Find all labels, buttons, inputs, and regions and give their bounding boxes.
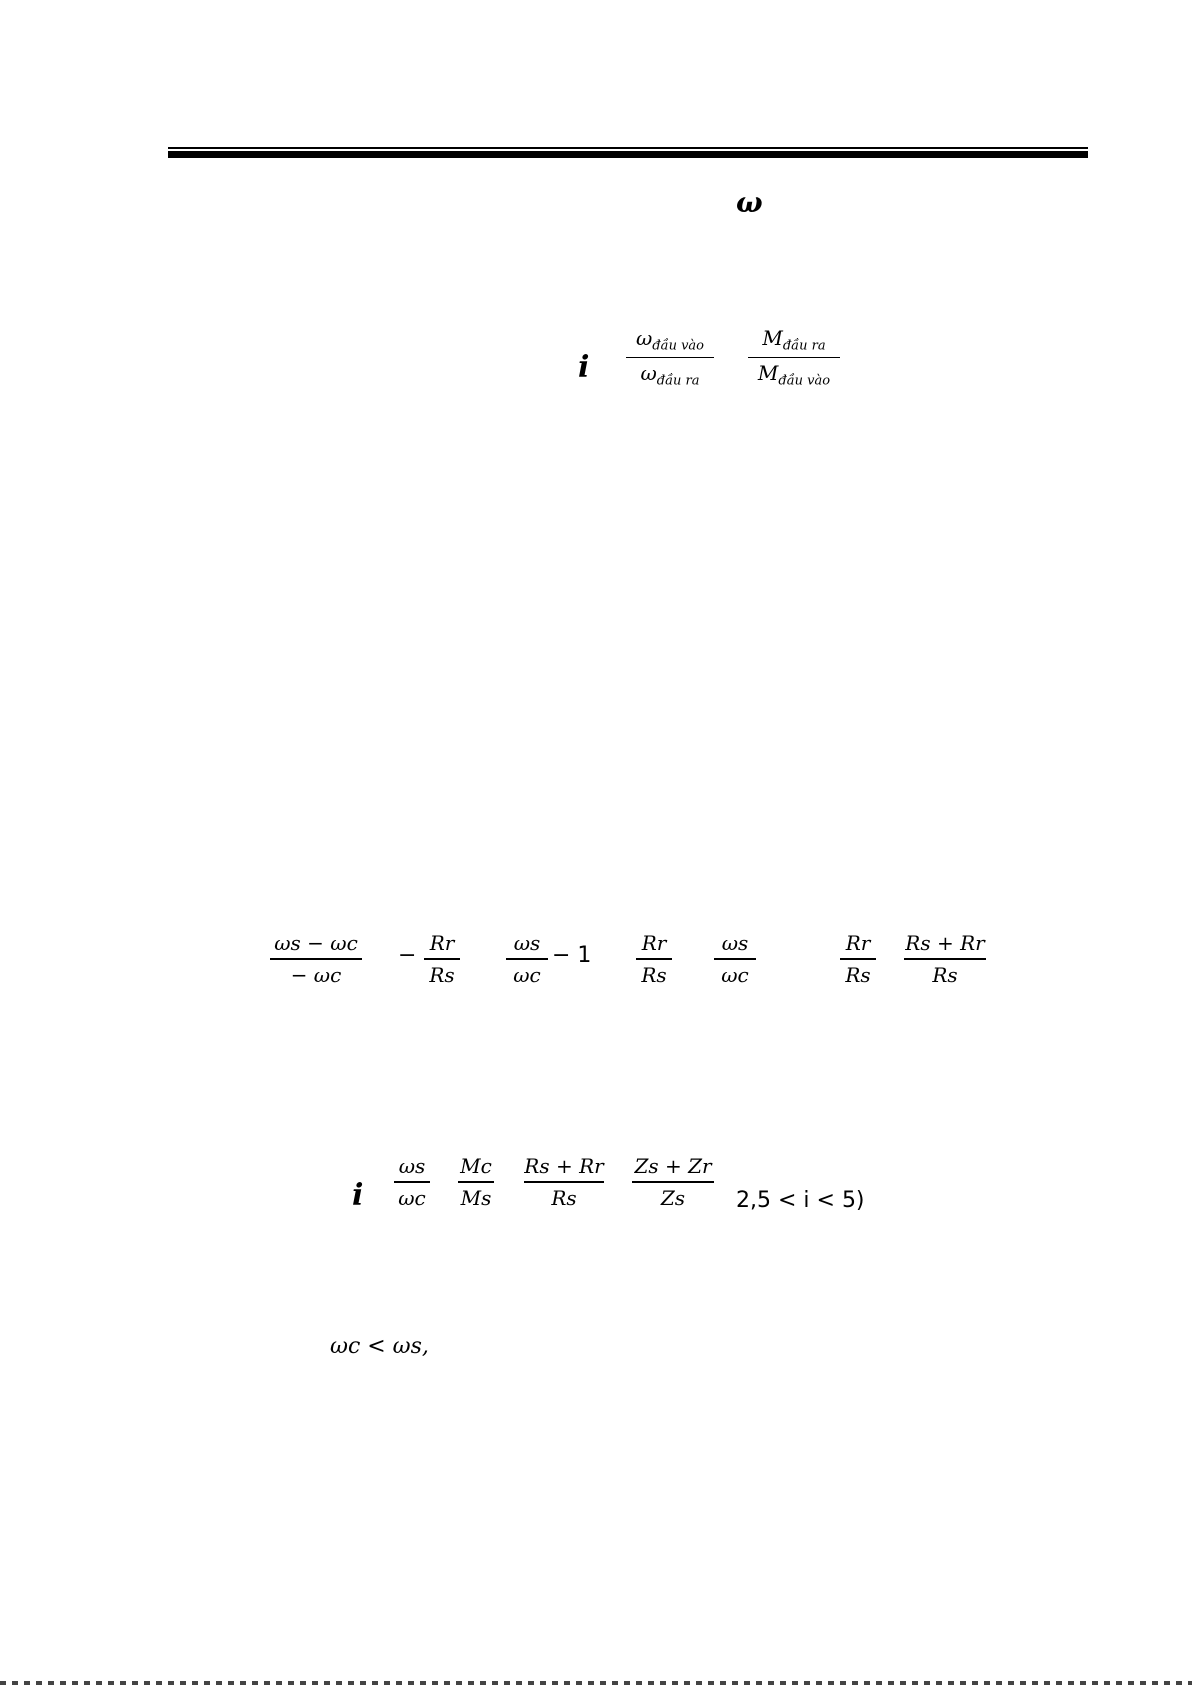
formula1-frac-moment: $M_{đầu ra}$ $M_{đầu vào}$ [748,326,840,389]
formula2-frac6: Rr Rs [840,931,876,987]
formula3-range: 2,5 < i < 5) [736,1188,865,1213]
formula3-i: i [352,1178,364,1213]
formula2-frac7: Rs + Rr Rs [905,931,985,987]
formula2-minus-one: − 1 [552,943,592,968]
header-rule-thin [168,147,1088,149]
formula1-i: i [578,350,590,385]
formula2-frac5: ωs ωc [714,931,756,987]
formula3-frac4: Zs + Zr Zs [632,1154,714,1210]
formula3-frac1: ωs ωc [394,1154,430,1210]
header-rule-thick [168,151,1088,158]
formula3-frac2: Mc Ms [458,1154,494,1210]
formula2-frac4: Rr Rs [636,931,672,987]
formula2-minus: − [398,943,417,968]
formula2-frac1: ωs − ωc − ωc [270,931,362,987]
formula4-inequality: ωc < ωs, [330,1334,429,1359]
formula1-frac-omega: $\omega_{đầu vào}$ $\omega_{đầu ra}$ [626,326,714,389]
formula3-frac3: Rs + Rr Rs [524,1154,604,1210]
formula2-frac2: Rr Rs [424,931,460,987]
page-bottom-border [0,1681,1192,1685]
omega-symbol: ω [736,186,763,219]
formula2-frac3: ωs ωc [506,931,548,987]
